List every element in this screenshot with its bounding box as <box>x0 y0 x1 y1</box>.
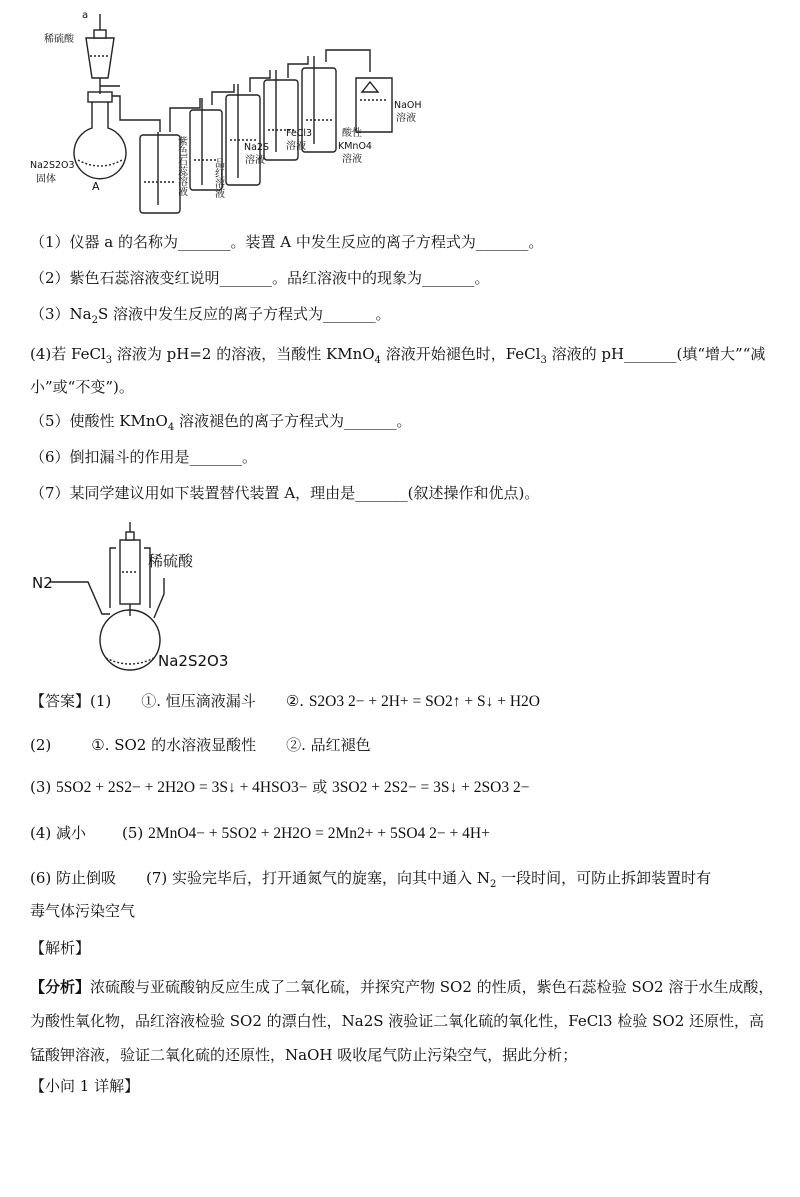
fig1-bottle1: 紫色石蕊溶液 <box>175 136 187 196</box>
fig1-bottle5-line1: 酸性 <box>342 128 362 139</box>
answer-tag: 【答案】 <box>30 692 91 710</box>
question-4-line-2: 小”或“不变”)。 <box>30 378 134 396</box>
fig1-label-acid: 稀硫酸 <box>44 34 74 45</box>
fig1-bottle2: 品红溶液 <box>212 158 224 198</box>
fig1-bottle4-word: 溶液 <box>286 141 306 152</box>
answer-1: 【答案】(1) ①. 恒压滴液漏斗 ②. S2O3 2− + 2H+ = SO2↑ + S↓ + H2O <box>30 692 540 710</box>
answer-6-7: (6) 防止倒吸 (7) 实验完毕后，打开通氮气的旋塞，向其中通入 $N_2$ 一段时间，可防止拆卸装置时有 <box>30 869 712 890</box>
fig2-label-n2: N2 <box>32 574 53 592</box>
fig1-bottle4-formula: FeCl3 <box>286 128 313 139</box>
question-6: （6）倒扣漏斗的作用是_______。 <box>30 448 258 466</box>
answer-2: (2) ①. SO2 的水溶液显酸性 ②. 品红褪色 <box>30 736 371 754</box>
fig1-label-a: a <box>82 10 89 21</box>
answer-4-5: (4) 减小 (5) 2MnO4− + 5SO2 + 2H2O = 2Mn2+ + 5SO4 2− + 4H+ <box>30 824 490 842</box>
fig2-label-acid: 稀硫酸 <box>148 552 194 570</box>
fig1-beaker-line1: NaOH <box>394 100 422 111</box>
answer-1-equation: S2O3 2− + 2H+ = SO2↑ + S↓ + H2O <box>308 693 540 710</box>
analysis-sub-tag: 【小问 1 详解】 <box>30 1077 140 1095</box>
question-1: （1）仪器 a 的名称为_______。装置 A 中发生反应的离子方程式为_______。 <box>30 233 544 251</box>
answer-7-line-2: 毒气体污染空气 <box>30 902 136 920</box>
fig1-bottle5-line3: 溶液 <box>342 154 362 165</box>
fig1-bottle5-line2: KMnO4 <box>338 141 372 152</box>
fig1-beaker-line2: 溶液 <box>396 113 416 124</box>
fig1-bottle3-word: 溶液 <box>245 155 265 166</box>
fig1-label-solid: 固体 <box>36 174 56 185</box>
fig2-label-reactant: Na2S2O3 <box>158 652 229 670</box>
question-4-line-1: (4)若 FeCl$_3$ 溶液为 pH=2 的溶液，当酸性 KMnO$_4$ 溶液开始褪色时，FeCl$_3$ 溶液的 pH_______(填“增大”“减 <box>30 345 766 366</box>
fig1-label-A: A <box>92 180 100 193</box>
apparatus-figure <box>30 0 470 222</box>
question-2: （2）紫色石蕊溶液变红说明_______。品红溶液中的现象为_______。 <box>30 269 490 287</box>
fig1-bottle3-formula: Na2S <box>244 142 270 153</box>
question-3: $(3)Na_2S$ 溶液中发生反应的离子方程式为_______。 <box>30 305 391 326</box>
fig1-label-reactant: Na2S2O3 <box>30 160 75 171</box>
question-5: （5）使酸性 KMnO$_4$ 溶液褪色的离子方程式为_______。 <box>30 412 412 433</box>
question-7: （7）某同学建议用如下装置替代装置 A，理由是_______(叙述操作和优点)。 <box>30 484 540 502</box>
answer-3: (3) 5SO2 + 2S2− + 2H2O = 3S↓ + 4HSO3− 或 3SO2 + 2S2− = 3S↓ + 2SO3 2− <box>30 778 530 796</box>
replacement-apparatus-figure <box>30 518 250 678</box>
analysis-tag: 【解析】 <box>30 939 91 957</box>
analysis-body: 【分析】浓硫酸与亚硫酸钠反应生成了二氧化硫，并探究产物 SO2 的性质，紫色石蕊检验 SO2 溶于水生成酸，为酸性氧化物，品红溶液检验 SO2 的漂白性，Na2S 液验证二氧化硫的氧化性，FeCl3 检验 SO2 还原性，高锰酸钾溶液，验证二氧化硫的还原性，NaOH 吸收尾气防止污染空气，据此分析； <box>30 978 774 1064</box>
